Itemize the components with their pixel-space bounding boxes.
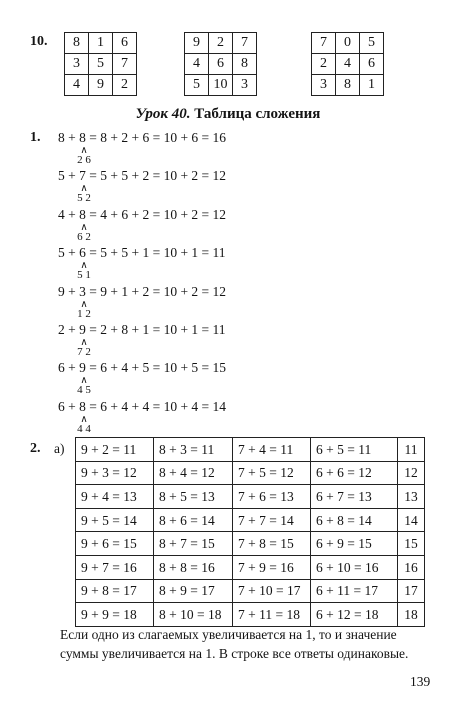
equation: 8 + 8 = 8 + 2 + 6 = 10 + 6 = 16 bbox=[58, 130, 227, 145]
sum-cell: 7 + 9 = 16 bbox=[233, 555, 311, 579]
exercise-1-label: 1. bbox=[30, 130, 41, 145]
table-row bbox=[76, 603, 425, 627]
sum-cell: 9 + 8 = 17 bbox=[76, 579, 154, 603]
grid-cell: 8 bbox=[65, 33, 89, 54]
grid-cell: 6 bbox=[113, 33, 137, 54]
equation: 4 + 8 = 4 + 6 + 2 = 10 + 2 = 12 bbox=[58, 206, 227, 222]
sum-cell: 6 + 6 = 12 bbox=[311, 461, 398, 485]
grid-cell: 2 bbox=[209, 33, 233, 54]
lesson-heading bbox=[0, 106, 456, 123]
decomposition-parts: 4 5 bbox=[77, 384, 91, 397]
table-row bbox=[76, 579, 425, 603]
grid-cell: 6 bbox=[209, 54, 233, 75]
decomposition-parts: 7 2 bbox=[77, 346, 91, 358]
decomposition bbox=[74, 298, 94, 320]
sum-cell: 9 + 9 = 18 bbox=[76, 603, 154, 627]
sum-cell: 8 + 6 = 14 bbox=[154, 508, 233, 532]
grid-cell: 6 bbox=[360, 54, 384, 75]
table-row bbox=[76, 555, 425, 579]
conclusion-text: Если одно из слагаемых увеличивается на 1, то и значение суммы увеличивается на 1. В строке все ответы одинаковые. bbox=[60, 627, 409, 661]
split-caret-icon: ∧ bbox=[80, 183, 88, 195]
grid-cell: 3 bbox=[65, 54, 89, 75]
split-caret-icon: ∧ bbox=[80, 145, 88, 156]
grid-cell: 0 bbox=[336, 33, 360, 54]
decomposition bbox=[74, 185, 94, 204]
number-grid-1 bbox=[64, 32, 137, 96]
sum-cell: 8 + 5 = 13 bbox=[154, 485, 233, 509]
lesson-number: Урок 40. bbox=[135, 106, 191, 122]
grid-cell: 1 bbox=[89, 33, 113, 54]
decomposition bbox=[74, 147, 94, 166]
sum-cell: 6 + 7 = 13 bbox=[311, 485, 398, 509]
exercise-2-sublabel: а) bbox=[54, 441, 65, 456]
row-sum-cell: 15 bbox=[398, 532, 425, 556]
split-caret-icon: ∧ bbox=[80, 260, 88, 272]
row-sum-cell: 14 bbox=[398, 508, 425, 532]
sum-cell: 7 + 8 = 15 bbox=[233, 532, 311, 556]
sum-cell: 9 + 4 = 13 bbox=[76, 485, 154, 509]
decomposition bbox=[74, 221, 94, 243]
grid-cell: 7 bbox=[233, 33, 257, 54]
row-sum-cell: 12 bbox=[398, 461, 425, 485]
decomposition bbox=[74, 413, 94, 435]
number-grid-2 bbox=[184, 32, 257, 96]
decomposition-parts: 6 2 bbox=[77, 230, 91, 243]
sum-cell: 9 + 5 = 14 bbox=[76, 508, 154, 532]
grid-cell: 3 bbox=[233, 75, 257, 96]
equation: 5 + 7 = 5 + 5 + 2 = 10 + 2 = 12 bbox=[58, 168, 227, 184]
decomposition-parts: 5 2 bbox=[77, 192, 91, 205]
grid-cell: 3 bbox=[312, 75, 336, 96]
grid-cell: 2 bbox=[312, 54, 336, 75]
sum-cell: 9 + 3 = 12 bbox=[76, 461, 154, 485]
equation: 2 + 9 = 2 + 8 + 1 = 10 + 1 = 11 bbox=[58, 322, 226, 337]
sum-cell: 6 + 10 = 16 bbox=[311, 555, 398, 579]
table-row bbox=[76, 508, 425, 532]
table-row bbox=[76, 532, 425, 556]
split-caret-icon: ∧ bbox=[80, 298, 88, 310]
grid-cell: 9 bbox=[89, 75, 113, 96]
sum-cell: 8 + 3 = 11 bbox=[154, 438, 233, 462]
decomposition-parts: 1 2 bbox=[77, 307, 91, 320]
sum-cell: 8 + 4 = 12 bbox=[154, 461, 233, 485]
grid-cell: 5 bbox=[185, 75, 209, 96]
equation: 6 + 9 = 6 + 4 + 5 = 10 + 5 = 15 bbox=[58, 360, 227, 376]
sum-cell: 7 + 7 = 14 bbox=[233, 508, 311, 532]
page-number: 139 bbox=[410, 674, 431, 689]
sum-cell: 6 + 5 = 11 bbox=[311, 438, 398, 462]
row-sum-cell: 16 bbox=[398, 555, 425, 579]
table-row bbox=[76, 461, 425, 485]
sum-cell: 8 + 8 = 16 bbox=[154, 555, 233, 579]
sum-cell: 7 + 11 = 18 bbox=[233, 603, 311, 627]
row-sum-cell: 13 bbox=[398, 485, 425, 509]
row-sum-cell: 18 bbox=[398, 603, 425, 627]
sum-cell: 9 + 2 = 11 bbox=[76, 438, 154, 462]
sum-cell: 6 + 8 = 14 bbox=[311, 508, 398, 532]
sum-cell: 6 + 9 = 15 bbox=[311, 532, 398, 556]
split-caret-icon: ∧ bbox=[80, 413, 88, 425]
grid-cell: 10 bbox=[209, 75, 233, 96]
equation: 6 + 8 = 6 + 4 + 4 = 10 + 4 = 14 bbox=[58, 398, 227, 414]
decomposition-parts: 2 6 bbox=[77, 154, 91, 166]
grid-cell: 5 bbox=[360, 33, 384, 54]
table-row bbox=[76, 438, 425, 462]
grid-cell: 7 bbox=[113, 54, 137, 75]
grid-cell: 5 bbox=[89, 54, 113, 75]
grid-cell: 8 bbox=[336, 75, 360, 96]
sum-cell: 6 + 12 = 18 bbox=[311, 603, 398, 627]
grid-cell: 4 bbox=[336, 54, 360, 75]
grid-cell: 9 bbox=[185, 33, 209, 54]
row-sum-cell: 11 bbox=[398, 438, 425, 462]
sum-cell: 7 + 5 = 12 bbox=[233, 461, 311, 485]
sum-cell: 8 + 7 = 15 bbox=[154, 532, 233, 556]
equation: 5 + 6 = 5 + 5 + 1 = 10 + 1 = 11 bbox=[58, 245, 226, 261]
split-caret-icon: ∧ bbox=[80, 337, 88, 348]
lesson-title: Таблица сложения bbox=[194, 106, 321, 122]
exercise-2-label: 2. bbox=[30, 441, 41, 456]
grid-cell: 4 bbox=[185, 54, 209, 75]
grid-cell: 7 bbox=[312, 33, 336, 54]
exercise-10-label: 10. bbox=[30, 34, 48, 49]
equation: 9 + 3 = 9 + 1 + 2 = 10 + 2 = 12 bbox=[58, 283, 227, 299]
sum-cell: 8 + 10 = 18 bbox=[154, 603, 233, 627]
sum-cell: 7 + 4 = 11 bbox=[233, 438, 311, 462]
grid-cell: 1 bbox=[360, 75, 384, 96]
split-caret-icon: ∧ bbox=[80, 375, 88, 387]
row-sum-cell: 17 bbox=[398, 579, 425, 603]
decomposition bbox=[74, 339, 94, 358]
decomposition-parts: 4 4 bbox=[77, 422, 91, 435]
decomposition-parts: 5 1 bbox=[77, 269, 91, 282]
grid-cell: 2 bbox=[113, 75, 137, 96]
number-grid-3 bbox=[311, 32, 384, 96]
table-row bbox=[76, 485, 425, 509]
split-caret-icon: ∧ bbox=[80, 221, 88, 233]
grid-cell: 8 bbox=[233, 54, 257, 75]
decomposition bbox=[74, 262, 94, 281]
sum-cell: 9 + 7 = 16 bbox=[76, 555, 154, 579]
addition-table bbox=[75, 437, 425, 627]
sum-cell: 6 + 11 = 17 bbox=[311, 579, 398, 603]
sum-cell: 7 + 10 = 17 bbox=[233, 579, 311, 603]
sum-cell: 7 + 6 = 13 bbox=[233, 485, 311, 509]
decomposition bbox=[74, 377, 94, 396]
grid-cell: 4 bbox=[65, 75, 89, 96]
sum-cell: 8 + 9 = 17 bbox=[154, 579, 233, 603]
sum-cell: 9 + 6 = 15 bbox=[76, 532, 154, 556]
